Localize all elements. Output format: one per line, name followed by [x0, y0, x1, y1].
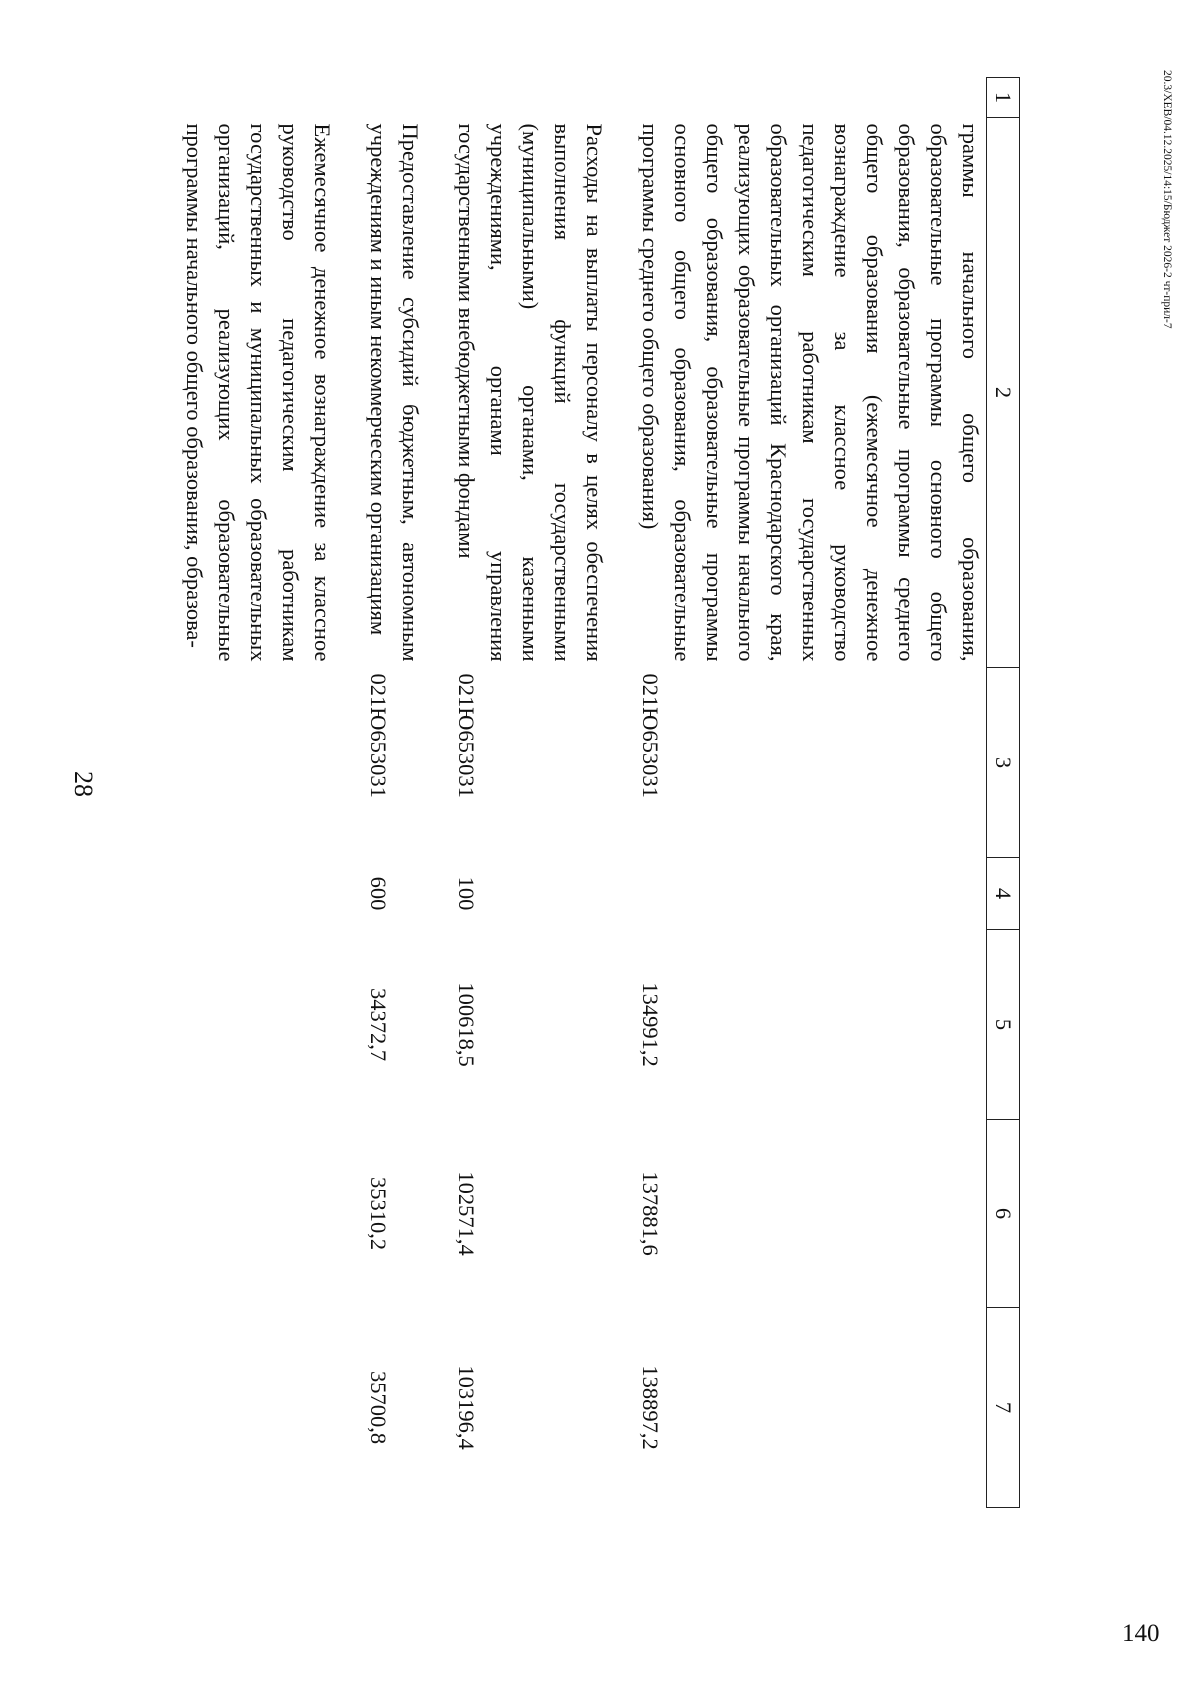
budget-table	[178, 77, 1020, 1508]
table-header-row	[987, 78, 1020, 1508]
row-spacer	[610, 78, 634, 1508]
header-col-6: 6	[987, 1120, 1020, 1308]
header-col-2: 2	[987, 118, 1020, 668]
amount-col-5: 34372,7	[366, 987, 391, 1062]
expense-kind-code	[634, 858, 987, 930]
header-col-5: 5	[987, 930, 1020, 1120]
row-description: Предоставление субсидий бюджетным, автономным учреждениям и иным некоммерческим организациям	[366, 123, 423, 662]
sheet-number: 140	[1122, 1620, 1160, 1647]
expense-kind-code: 100	[454, 876, 479, 911]
amount-col-5: 134991,2	[638, 982, 663, 1067]
header-col-1: 1	[987, 78, 1020, 118]
target-article-code: 021Ю653031	[366, 673, 391, 798]
amount-col-7: 35700,8	[366, 1370, 391, 1445]
expense-kind-code	[178, 858, 338, 930]
amount-col-6: 137881,6	[638, 1171, 663, 1256]
amount-col-7: 138897,2	[638, 1365, 663, 1450]
header-col-3: 3	[987, 668, 1020, 858]
page-number: 28	[69, 771, 98, 797]
target-article-code: 021Ю653031	[638, 673, 663, 798]
header-col-4: 4	[987, 858, 1020, 930]
amount-col-6: 35310,2	[366, 1176, 391, 1251]
amount-col-7	[178, 1308, 338, 1508]
row-number	[362, 78, 426, 118]
row-description: граммы начального общего образования, образовательные программы основного общего образования, образовательные программы среднего общего образования (ежемесячное денежное вознаграждение за классное руководство педагогическим работникам государственных образовательных организаций Краснодарского края, реализующих образовательные программы начального общего образования, образовательные программы основного общего образования, образовательные программы среднего общего образования)	[638, 123, 983, 662]
amount-col-6	[178, 1120, 338, 1308]
table-row	[178, 78, 338, 1508]
table-row	[450, 78, 610, 1508]
rotated-table-container	[178, 77, 1020, 1507]
target-article-code	[178, 668, 338, 858]
amount-col-5	[178, 930, 338, 1120]
table-row	[634, 78, 987, 1508]
row-description: Ежемесячное денежное вознаграждение за классное руководство педагогическим работникам государственных и муниципальных образовательных организаций, реализующих образовательные программы начального общего образования, образова-	[182, 123, 335, 662]
row-spacer	[426, 78, 450, 1508]
amount-col-6: 102571,4	[454, 1171, 479, 1256]
amount-col-5: 100618,5	[454, 982, 479, 1067]
header-col-7: 7	[987, 1308, 1020, 1508]
table-row	[362, 78, 426, 1508]
expense-kind-code: 600	[366, 876, 391, 911]
row-number	[634, 78, 987, 118]
row-number	[450, 78, 610, 118]
row-spacer	[338, 78, 362, 1508]
footer-code: 20.3/ХЕВ/04.12.2025/14:15/Бюджет 2026-2 чт-прил-7	[1161, 70, 1173, 329]
target-article-code: 021Ю653031	[454, 673, 479, 798]
row-description: Расходы на выплаты персоналу в целях обеспечения выполнения функций государственными (муниципальными) органами, казенными учреждениями, органами управления государственными внебюджетными фондами	[454, 123, 607, 662]
row-number	[178, 78, 338, 118]
amount-col-7: 103196,4	[454, 1365, 479, 1450]
